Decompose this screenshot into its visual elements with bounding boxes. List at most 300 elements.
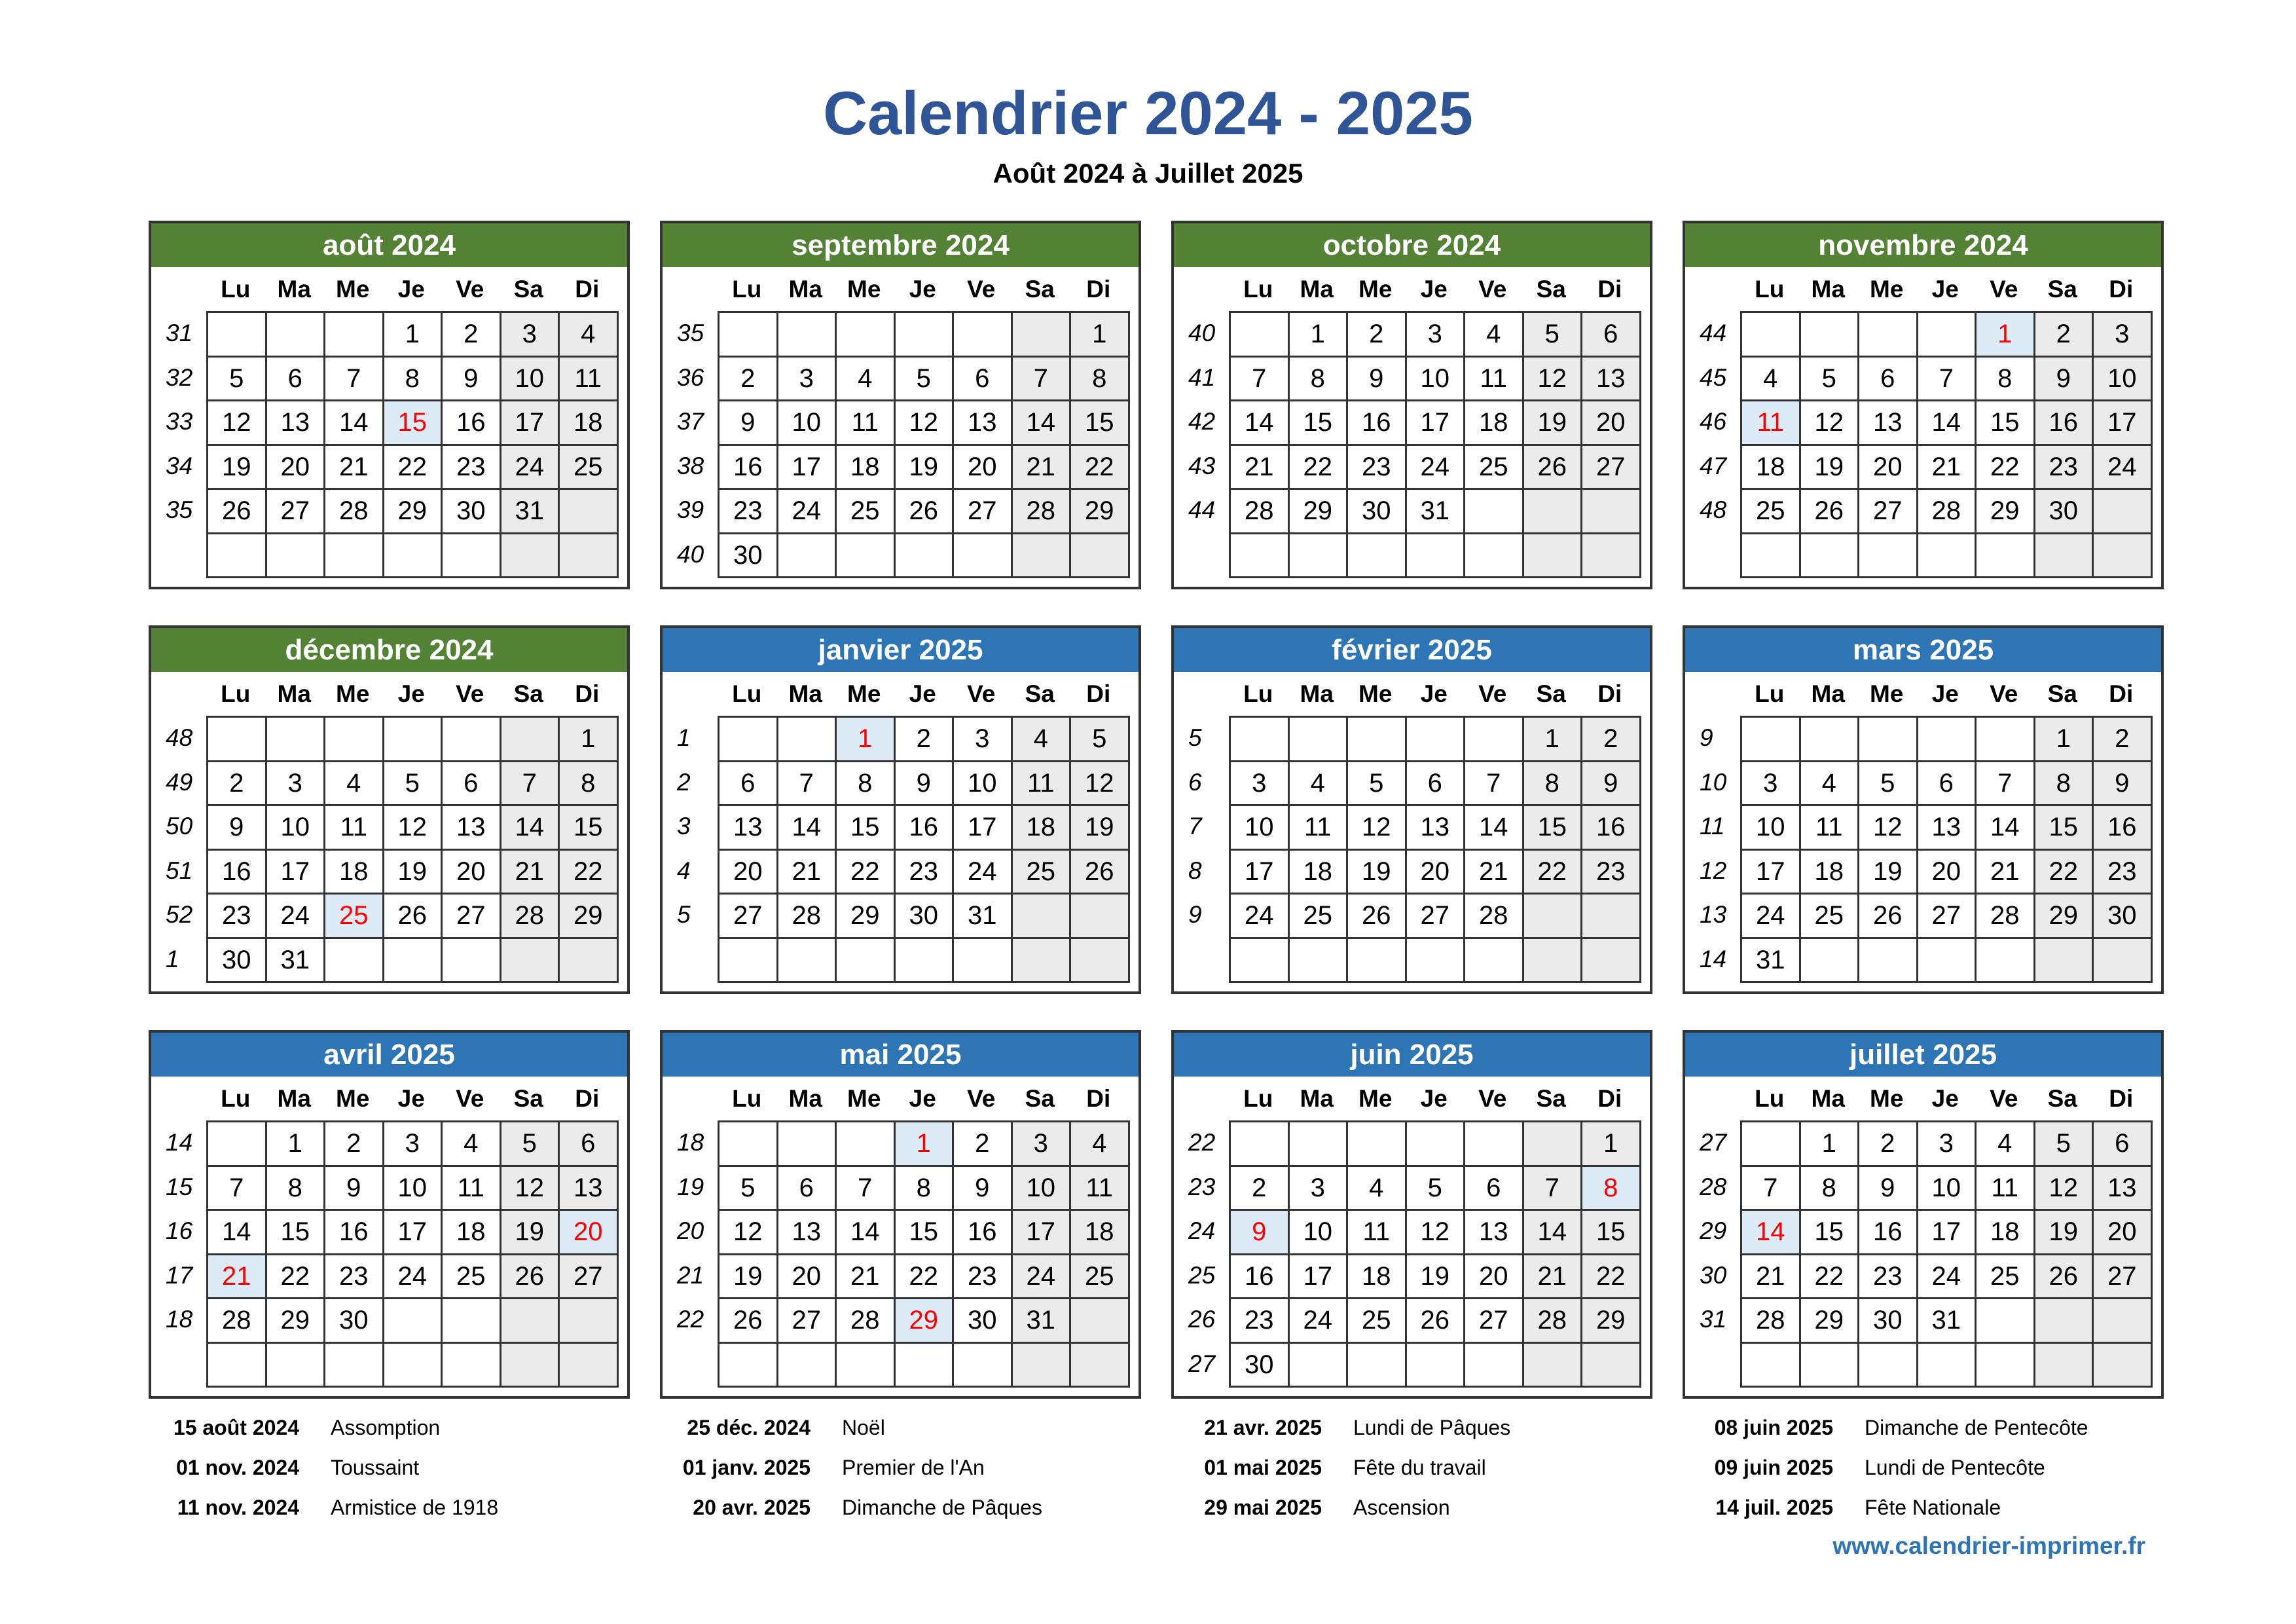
day-cell [837, 939, 896, 984]
holiday-column [1171, 1408, 1683, 1528]
day-cell: 29 [1290, 490, 1349, 534]
week-number: 48 [1700, 496, 1727, 523]
day-cell: 7 [208, 1167, 267, 1211]
day-cell [1801, 534, 1860, 579]
weekday-label: Me [336, 276, 370, 303]
day-cell: 24 [267, 895, 326, 939]
day-cell [896, 1344, 955, 1388]
day-cell: 13 [954, 401, 1013, 446]
weekday-label: Di [1086, 1085, 1111, 1112]
day-cell: 8 [384, 358, 443, 402]
day-cell [896, 313, 955, 358]
weekday-label: Di [2109, 276, 2134, 303]
day-cell: 20 [720, 851, 778, 895]
day-cell: 17 [1290, 1255, 1349, 1300]
day-cell: 25 [1013, 851, 1072, 895]
week-number [1685, 532, 1740, 577]
day-cell: 4 [560, 313, 619, 358]
weekday-label: Ma [788, 276, 822, 303]
month-calendar [660, 221, 1141, 589]
day-cell [1071, 895, 1130, 939]
weekday-label: Me [1870, 276, 1904, 303]
week-numbers [151, 1120, 206, 1388]
day-cell: 20 [1465, 1255, 1524, 1300]
day-cell: 10 [267, 806, 326, 851]
holiday-date: 01 janv. 2025 [682, 1456, 811, 1479]
day-cell: 10 [954, 762, 1013, 807]
day-cell [560, 1299, 619, 1344]
day-cell: 11 [560, 358, 619, 402]
day-cell [1013, 939, 1072, 984]
week-number: 23 [1188, 1173, 1216, 1200]
day-cell: 14 [778, 806, 837, 851]
holiday-item [149, 1448, 660, 1488]
day-cell: 1 [384, 313, 443, 358]
weekday-label: Ve [1478, 680, 1507, 707]
weekday-label: Ve [1990, 1085, 2018, 1112]
day-cell: 20 [443, 851, 501, 895]
day-cell: 11 [1071, 1167, 1130, 1211]
week-number: 9 [1700, 724, 1713, 751]
day-cell [954, 313, 1013, 358]
day-cell: 1 [1977, 313, 2035, 358]
month-calendar [1683, 1030, 2164, 1399]
weekday-label: Sa [1536, 680, 1566, 707]
day-cell: 7 [837, 1167, 896, 1211]
day-cell [1918, 313, 1977, 358]
week-number: 43 [1188, 452, 1216, 479]
day-cell: 21 [1465, 851, 1524, 895]
day-cell: 11 [1801, 806, 1860, 851]
day-cell [1290, 939, 1349, 984]
holiday-name: Fête Nationale [1865, 1496, 2001, 1519]
day-cell [443, 939, 501, 984]
day-cell: 1 [1801, 1122, 1860, 1167]
weekday-label: Lu [732, 1085, 762, 1112]
day-cell [778, 718, 837, 762]
day-cell [1013, 1344, 1072, 1388]
month-calendar [660, 625, 1141, 994]
day-cell: 1 [1582, 1122, 1641, 1167]
week-numbers [1685, 716, 1740, 983]
holiday-item [660, 1448, 1171, 1488]
day-cell: 21 [501, 851, 560, 895]
day-cell: 24 [1013, 1255, 1072, 1300]
day-cell: 28 [1231, 490, 1290, 534]
week-number: 21 [677, 1261, 704, 1289]
day-cell: 25 [560, 446, 619, 490]
holiday-item [1171, 1448, 1683, 1488]
day-cell: 9 [720, 401, 778, 446]
day-cell: 29 [1582, 1299, 1641, 1344]
day-cell: 22 [1290, 446, 1349, 490]
weekday-label: Sa [513, 1085, 543, 1112]
day-cell: 18 [325, 851, 384, 895]
weekday-label: Ma [788, 680, 822, 707]
day-cell: 30 [443, 490, 501, 534]
week-number: 9 [1188, 901, 1202, 928]
day-cell [1524, 1344, 1583, 1388]
day-cell: 2 [443, 313, 501, 358]
holiday-date: 11 nov. 2024 [177, 1496, 299, 1519]
day-cell: 26 [1859, 895, 1918, 939]
day-cell [1977, 534, 2035, 579]
day-cell: 21 [1742, 1255, 1801, 1300]
day-cell [2035, 1299, 2094, 1344]
day-cell [896, 534, 955, 579]
day-cell [208, 718, 267, 762]
holiday-date: 21 avr. 2025 [1204, 1416, 1322, 1439]
website-link[interactable]: www.calendrier-imprimer.fr [1832, 1532, 2145, 1559]
day-cell: 7 [501, 762, 560, 807]
day-cell: 21 [1524, 1255, 1583, 1300]
weekday-label: Je [397, 680, 425, 707]
day-cell: 15 [1977, 401, 2035, 446]
weekday-label: Sa [513, 276, 543, 303]
day-cell: 11 [1977, 1167, 2035, 1211]
day-cell: 26 [896, 490, 955, 534]
month-calendar [1171, 221, 1652, 589]
day-cell: 7 [1013, 358, 1072, 402]
week-number: 7 [1188, 813, 1202, 840]
day-cell: 22 [2035, 851, 2094, 895]
day-cell [384, 1299, 443, 1344]
day-cell: 27 [560, 1255, 619, 1300]
day-cell: 25 [1742, 490, 1801, 534]
week-number: 35 [677, 320, 704, 346]
day-cell: 4 [1465, 313, 1524, 358]
day-cell [1801, 1344, 1860, 1388]
day-cell: 16 [1582, 806, 1641, 851]
day-cell: 24 [778, 490, 837, 534]
day-cell: 2 [1231, 1167, 1290, 1211]
day-cell [501, 1299, 560, 1344]
day-cell: 14 [1977, 806, 2035, 851]
day-cell: 12 [1801, 401, 1860, 446]
day-cell: 27 [778, 1299, 837, 1344]
day-cell: 26 [1524, 446, 1583, 490]
weekday-header [718, 267, 1139, 311]
day-cell: 2 [1582, 718, 1641, 762]
weekday-label: Lu [221, 680, 251, 707]
day-cell: 16 [2094, 806, 2153, 851]
holiday-date: 15 août 2024 [173, 1416, 299, 1439]
week-number [151, 532, 206, 577]
holiday-item [660, 1488, 1171, 1528]
week-number: 49 [166, 768, 193, 796]
day-cell [1348, 939, 1407, 984]
day-cell [720, 718, 778, 762]
day-cell: 9 [325, 1167, 384, 1211]
day-cell: 30 [325, 1299, 384, 1344]
week-number: 51 [166, 857, 193, 884]
week-number: 39 [677, 496, 704, 523]
day-cell [1977, 1344, 2035, 1388]
weekday-header [1229, 267, 1650, 311]
day-cell: 2 [1859, 1122, 1918, 1167]
day-cell: 2 [1348, 313, 1407, 358]
weekday-label: Di [1597, 1085, 1622, 1112]
week-numbers [663, 1120, 718, 1388]
day-cell [1465, 1344, 1524, 1388]
weekday-label: Ma [1811, 276, 1845, 303]
day-cell: 10 [778, 401, 837, 446]
day-cell [1407, 939, 1466, 984]
day-cell: 15 [1290, 401, 1349, 446]
day-cell: 8 [1524, 762, 1583, 807]
day-cell [1582, 895, 1641, 939]
holiday-name: Noël [842, 1416, 885, 1439]
day-cell: 17 [267, 851, 326, 895]
day-cell [1013, 895, 1072, 939]
month-calendar [1683, 221, 2164, 589]
weekday-label: Ma [277, 1085, 311, 1112]
holiday-column [149, 1408, 660, 1528]
day-cell: 18 [443, 1211, 501, 1255]
months-grid [149, 221, 2164, 1399]
week-numbers [1174, 1120, 1229, 1388]
day-cell: 12 [1348, 806, 1407, 851]
day-cell: 24 [1231, 895, 1290, 939]
weekday-label: Me [1358, 1085, 1393, 1112]
day-cell: 31 [954, 895, 1013, 939]
day-cell: 1 [560, 718, 619, 762]
day-cell: 27 [1582, 446, 1641, 490]
weekday-label: Lu [221, 276, 251, 303]
week-number: 34 [166, 452, 193, 479]
weekday-label: Je [397, 1085, 425, 1112]
weekday-label: Sa [2047, 680, 2077, 707]
day-cell: 23 [720, 490, 778, 534]
week-number: 36 [677, 363, 704, 391]
day-cell [560, 490, 619, 534]
week-number [663, 937, 718, 982]
day-cell: 7 [1465, 762, 1524, 807]
day-cell: 12 [720, 1211, 778, 1255]
holiday-date: 01 nov. 2024 [176, 1456, 299, 1479]
week-number: 32 [166, 363, 193, 391]
day-cell: 11 [325, 806, 384, 851]
day-cell: 13 [267, 401, 326, 446]
day-cell: 6 [720, 762, 778, 807]
week-number: 35 [166, 496, 193, 523]
day-cell [954, 1344, 1013, 1388]
holiday-date: 09 juin 2025 [1714, 1456, 1833, 1479]
day-cell [2035, 534, 2094, 579]
weekday-label: Ma [1811, 1085, 1845, 1112]
day-cell: 10 [1231, 806, 1290, 851]
holiday-name: Lundi de Pâques [1353, 1416, 1511, 1439]
day-cell [1742, 534, 1801, 579]
day-cell: 22 [896, 1255, 955, 1300]
day-cell: 22 [267, 1255, 326, 1300]
weekday-label: Ve [967, 680, 996, 707]
day-cell: 15 [384, 401, 443, 446]
month-title: octobre 2024 [1174, 223, 1650, 267]
weekday-label: Je [1420, 680, 1448, 707]
day-cell [325, 1344, 384, 1388]
week-number: 31 [166, 320, 193, 346]
day-cell: 23 [1231, 1299, 1290, 1344]
day-cell: 10 [1918, 1167, 1977, 1211]
day-cell: 24 [2094, 446, 2153, 490]
day-cell: 30 [896, 895, 955, 939]
day-cell: 28 [1465, 895, 1524, 939]
day-cell: 4 [1290, 762, 1349, 807]
day-grid [1740, 716, 2153, 983]
week-numbers [151, 311, 206, 578]
day-grid [206, 716, 619, 983]
weekday-header [206, 672, 627, 716]
holiday-name: Lundi de Pentecôte [1865, 1456, 2045, 1479]
day-cell: 15 [2035, 806, 2094, 851]
day-cell: 28 [1524, 1299, 1583, 1344]
day-cell: 10 [501, 358, 560, 402]
day-cell: 27 [954, 490, 1013, 534]
day-cell: 13 [720, 806, 778, 851]
day-cell [2035, 939, 2094, 984]
weekday-label: Je [397, 276, 425, 303]
day-cell [720, 1122, 778, 1167]
month-title: janvier 2025 [663, 628, 1139, 672]
day-cell: 20 [1407, 851, 1466, 895]
day-cell [2094, 490, 2153, 534]
day-cell: 4 [443, 1122, 501, 1167]
weekday-label: Lu [1243, 680, 1273, 707]
day-cell: 21 [837, 1255, 896, 1300]
weekday-label: Di [575, 276, 600, 303]
month-title: juillet 2025 [1685, 1033, 2161, 1077]
day-cell: 1 [2035, 718, 2094, 762]
day-cell [720, 939, 778, 984]
day-cell: 26 [2035, 1255, 2094, 1300]
day-cell: 17 [778, 446, 837, 490]
holiday-date: 20 avr. 2025 [693, 1496, 811, 1519]
week-number: 12 [1700, 857, 1727, 884]
day-cell: 22 [1582, 1255, 1641, 1300]
day-cell: 4 [837, 358, 896, 402]
weekday-label: Je [1420, 276, 1448, 303]
day-cell: 15 [1524, 806, 1583, 851]
week-numbers [1174, 716, 1229, 983]
week-number: 31 [1700, 1306, 1727, 1333]
month-title: février 2025 [1174, 628, 1650, 672]
day-cell: 11 [837, 401, 896, 446]
weekday-label: Di [1597, 276, 1622, 303]
weekday-label: Lu [1243, 276, 1273, 303]
day-cell: 24 [954, 851, 1013, 895]
weekday-label: Sa [513, 680, 543, 707]
weekday-label: Di [1086, 680, 1111, 707]
weekday-label: Sa [1025, 680, 1055, 707]
day-cell: 4 [1801, 762, 1860, 807]
day-cell: 24 [1918, 1255, 1977, 1300]
weekday-label: Me [1358, 276, 1393, 303]
day-cell [1859, 534, 1918, 579]
weekday-label: Ma [1300, 1085, 1334, 1112]
day-cell: 21 [325, 446, 384, 490]
weekday-header [206, 1077, 627, 1120]
day-cell: 22 [837, 851, 896, 895]
weekday-header [1229, 1077, 1650, 1120]
day-cell: 8 [267, 1167, 326, 1211]
day-cell [1918, 939, 1977, 984]
day-cell: 26 [384, 895, 443, 939]
day-cell: 18 [1013, 806, 1072, 851]
day-cell [501, 534, 560, 579]
day-cell: 3 [267, 762, 326, 807]
day-cell [1407, 718, 1466, 762]
week-number: 3 [677, 813, 691, 840]
weekday-header [718, 1077, 1139, 1120]
day-cell: 29 [2035, 895, 2094, 939]
day-cell: 19 [384, 851, 443, 895]
weekday-label: Ma [1300, 276, 1334, 303]
week-numbers [1174, 311, 1229, 578]
week-number: 44 [1700, 320, 1727, 346]
week-number: 33 [166, 408, 193, 435]
week-number: 45 [1700, 363, 1727, 391]
holiday-date: 25 déc. 2024 [687, 1416, 811, 1439]
day-cell: 5 [208, 358, 267, 402]
day-grid [718, 311, 1130, 578]
day-cell: 26 [208, 490, 267, 534]
day-cell: 28 [501, 895, 560, 939]
day-cell: 4 [1348, 1167, 1407, 1211]
day-cell: 4 [1977, 1122, 2035, 1167]
day-cell [1859, 1344, 1918, 1388]
day-cell: 27 [443, 895, 501, 939]
day-cell: 18 [837, 446, 896, 490]
day-cell [1231, 534, 1290, 579]
day-cell: 6 [2094, 1122, 2153, 1167]
day-cell: 23 [2035, 446, 2094, 490]
day-cell: 28 [1918, 490, 1977, 534]
day-cell: 1 [896, 1122, 955, 1167]
day-cell: 25 [1290, 895, 1349, 939]
day-cell: 20 [2094, 1211, 2153, 1255]
day-cell: 8 [896, 1167, 955, 1211]
day-cell: 24 [1290, 1299, 1349, 1344]
day-cell: 16 [954, 1211, 1013, 1255]
day-cell: 24 [384, 1255, 443, 1300]
day-cell: 26 [1348, 895, 1407, 939]
day-grid [718, 716, 1130, 983]
holiday-item [660, 1408, 1171, 1448]
day-cell [1801, 939, 1860, 984]
day-cell [208, 1122, 267, 1167]
week-number: 25 [1188, 1261, 1216, 1289]
day-cell: 9 [1859, 1167, 1918, 1211]
day-cell: 2 [896, 718, 955, 762]
day-cell: 18 [1348, 1255, 1407, 1300]
day-cell: 5 [1071, 718, 1130, 762]
day-cell: 25 [1801, 895, 1860, 939]
day-cell [1524, 1122, 1583, 1167]
day-cell: 21 [1013, 446, 1072, 490]
day-cell: 27 [2094, 1255, 2153, 1300]
day-cell: 16 [325, 1211, 384, 1255]
day-cell [2094, 939, 2153, 984]
day-cell [1742, 718, 1801, 762]
day-cell: 4 [325, 762, 384, 807]
day-cell: 11 [1290, 806, 1349, 851]
day-cell: 17 [501, 401, 560, 446]
day-cell: 18 [1977, 1211, 2035, 1255]
day-cell: 5 [1407, 1167, 1466, 1211]
day-cell [1465, 939, 1524, 984]
day-cell: 26 [720, 1299, 778, 1344]
